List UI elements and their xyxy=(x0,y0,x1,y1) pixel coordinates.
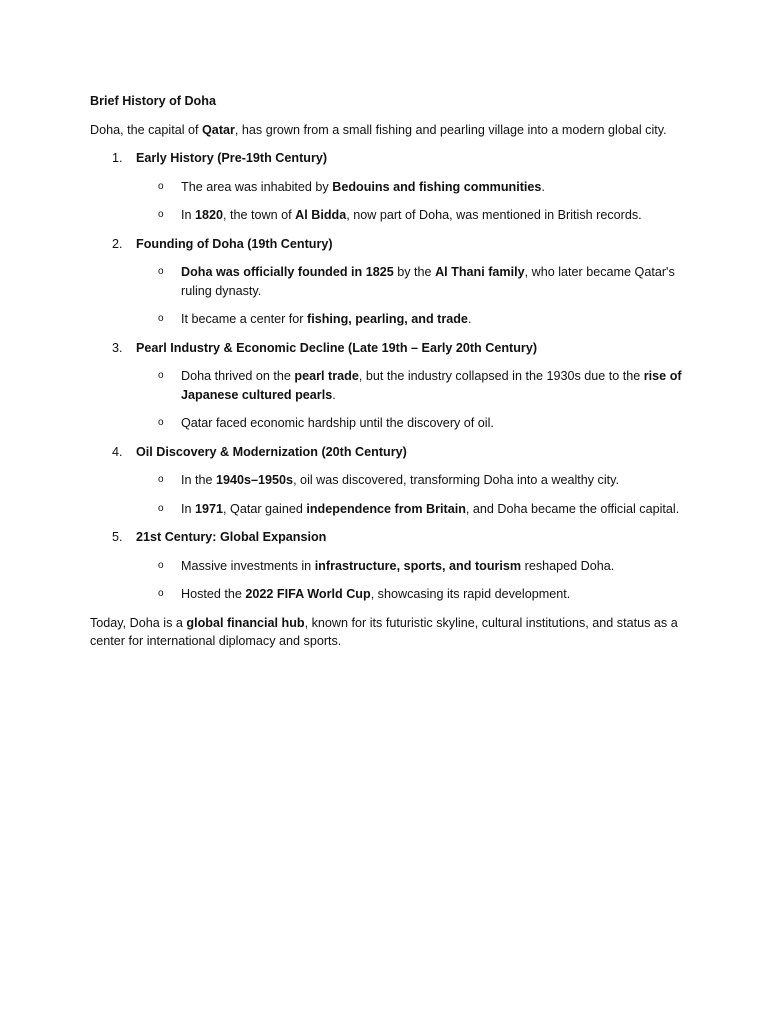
bold-text-run: Qatar xyxy=(202,122,235,137)
history-section xyxy=(90,443,685,519)
text-run: . xyxy=(332,387,336,402)
bullet-list xyxy=(136,367,685,433)
text-run: reshaped Doha. xyxy=(521,558,615,573)
bold-text-run: Doha was officially founded in 1825 xyxy=(181,265,394,279)
bullet-circle-icon: o xyxy=(158,417,164,428)
bullet-list xyxy=(136,178,685,225)
bold-text-run: 1820 xyxy=(195,208,224,222)
bold-text-run: 1971 xyxy=(195,501,224,516)
bullet-text xyxy=(181,312,471,326)
text-run: , now part of Doha, was mentioned in British records. xyxy=(346,208,642,222)
bullet-text xyxy=(181,416,494,430)
bullet-circle-icon: o xyxy=(158,180,164,192)
bullet-circle-icon: o xyxy=(158,588,164,599)
section-number: 2. xyxy=(112,236,123,251)
bullet-item xyxy=(136,585,685,604)
bullet-list xyxy=(136,263,685,329)
section-number: 3. xyxy=(112,340,123,355)
bullet-circle-icon: o xyxy=(158,559,164,571)
text-run: Massive investments in xyxy=(181,558,315,573)
text-run: . xyxy=(467,312,472,326)
text-run: , known for its futuristic skyline, cultural institutions, and status as a center for international diplomacy and sports. xyxy=(90,615,678,648)
text-run: , and Doha became the official capital. xyxy=(465,501,680,516)
text-run: The area was inhabited by xyxy=(181,179,333,194)
bullet-item xyxy=(136,471,685,490)
text-run: In xyxy=(181,208,196,222)
bullet-text xyxy=(181,369,682,402)
text-run: In the xyxy=(181,473,217,487)
bullet-item xyxy=(136,500,685,519)
bullet-item xyxy=(136,557,685,576)
bullet-item xyxy=(136,206,685,225)
text-run: , Qatar gained xyxy=(223,501,307,516)
bullet-item xyxy=(136,367,685,404)
bullet-circle-icon: o xyxy=(158,502,164,514)
bullet-text xyxy=(181,180,545,194)
intro-paragraph xyxy=(90,121,685,140)
text-run: Today, Doha is a xyxy=(90,615,187,630)
text-run: , but the industry collapsed in the 1930s due to the xyxy=(358,369,644,383)
bullet-circle-icon: o xyxy=(158,209,164,220)
section-heading: Pearl Industry & Economic Decline (Late 19th – Early 20th Century) xyxy=(136,340,538,355)
bullet-text xyxy=(181,502,679,516)
bold-text-run: global financial hub xyxy=(186,615,305,630)
bullet-item xyxy=(136,178,685,197)
bullet-item xyxy=(136,263,685,300)
text-run: by the xyxy=(393,265,436,279)
document-body xyxy=(90,92,685,661)
text-run: , showcasing its rapid development. xyxy=(370,587,571,601)
text-run: Doha thrived on the xyxy=(181,369,295,383)
bold-text-run: Al Thani family xyxy=(435,265,525,279)
bullet-text xyxy=(181,265,675,298)
bullet-list xyxy=(136,557,685,604)
text-run: , the town of xyxy=(223,208,296,222)
text-run: Doha, the capital of xyxy=(90,122,203,137)
section-number: 5. xyxy=(112,530,123,544)
text-run: Hosted the xyxy=(181,587,246,601)
bold-text-run: rise of Japanese cultured pearls xyxy=(181,369,682,402)
text-run: , who later became Qatar's ruling dynasty. xyxy=(181,265,675,298)
bullet-item xyxy=(136,310,685,329)
history-section xyxy=(90,528,685,604)
bold-text-run: Al Bidda xyxy=(295,208,347,222)
history-section xyxy=(90,149,685,225)
bullet-text xyxy=(181,587,570,601)
history-section xyxy=(90,235,685,329)
history-sections xyxy=(90,149,685,604)
section-heading: 21st Century: Global Expansion xyxy=(136,530,327,544)
bullet-text xyxy=(181,208,642,222)
bold-text-run: 1940s–1950s xyxy=(216,473,294,487)
bullet-circle-icon: o xyxy=(158,266,164,277)
text-run: . xyxy=(541,179,545,194)
bullet-item xyxy=(136,414,685,433)
bold-text-run: infrastructure, sports, and tourism xyxy=(314,558,522,573)
bullet-text xyxy=(181,559,614,573)
bold-text-run: independence from Britain xyxy=(306,501,466,516)
text-run: It became a center for xyxy=(181,312,307,326)
document-title: Brief History of Doha xyxy=(90,94,216,108)
bullet-list xyxy=(136,471,685,518)
text-run: Qatar faced economic hardship until the discovery of oil. xyxy=(181,416,494,430)
bullet-circle-icon: o xyxy=(158,370,164,381)
section-heading: Early History (Pre-19th Century) xyxy=(136,151,328,165)
bullet-circle-icon: o xyxy=(158,474,164,485)
text-run: , oil was discovered, transforming Doha into a wealthy city. xyxy=(293,473,620,487)
bullet-text xyxy=(181,473,619,487)
bullet-circle-icon: o xyxy=(158,313,164,324)
section-heading: Oil Discovery & Modernization (20th Century) xyxy=(136,444,407,459)
conclusion-paragraph xyxy=(90,614,685,651)
text-run: , has grown from a small fishing and pearling village into a modern global city. xyxy=(234,122,667,137)
section-heading: Founding of Doha (19th Century) xyxy=(136,236,333,251)
text-run: In xyxy=(181,501,196,516)
section-number: 4. xyxy=(112,444,123,459)
bold-text-run: Bedouins and fishing communities xyxy=(332,179,542,194)
history-section xyxy=(90,339,685,433)
section-number: 1. xyxy=(112,151,123,165)
bold-text-run: fishing, pearling, and trade xyxy=(307,312,468,326)
bold-text-run: 2022 FIFA World Cup xyxy=(245,587,371,601)
bold-text-run: pearl trade xyxy=(294,369,359,383)
